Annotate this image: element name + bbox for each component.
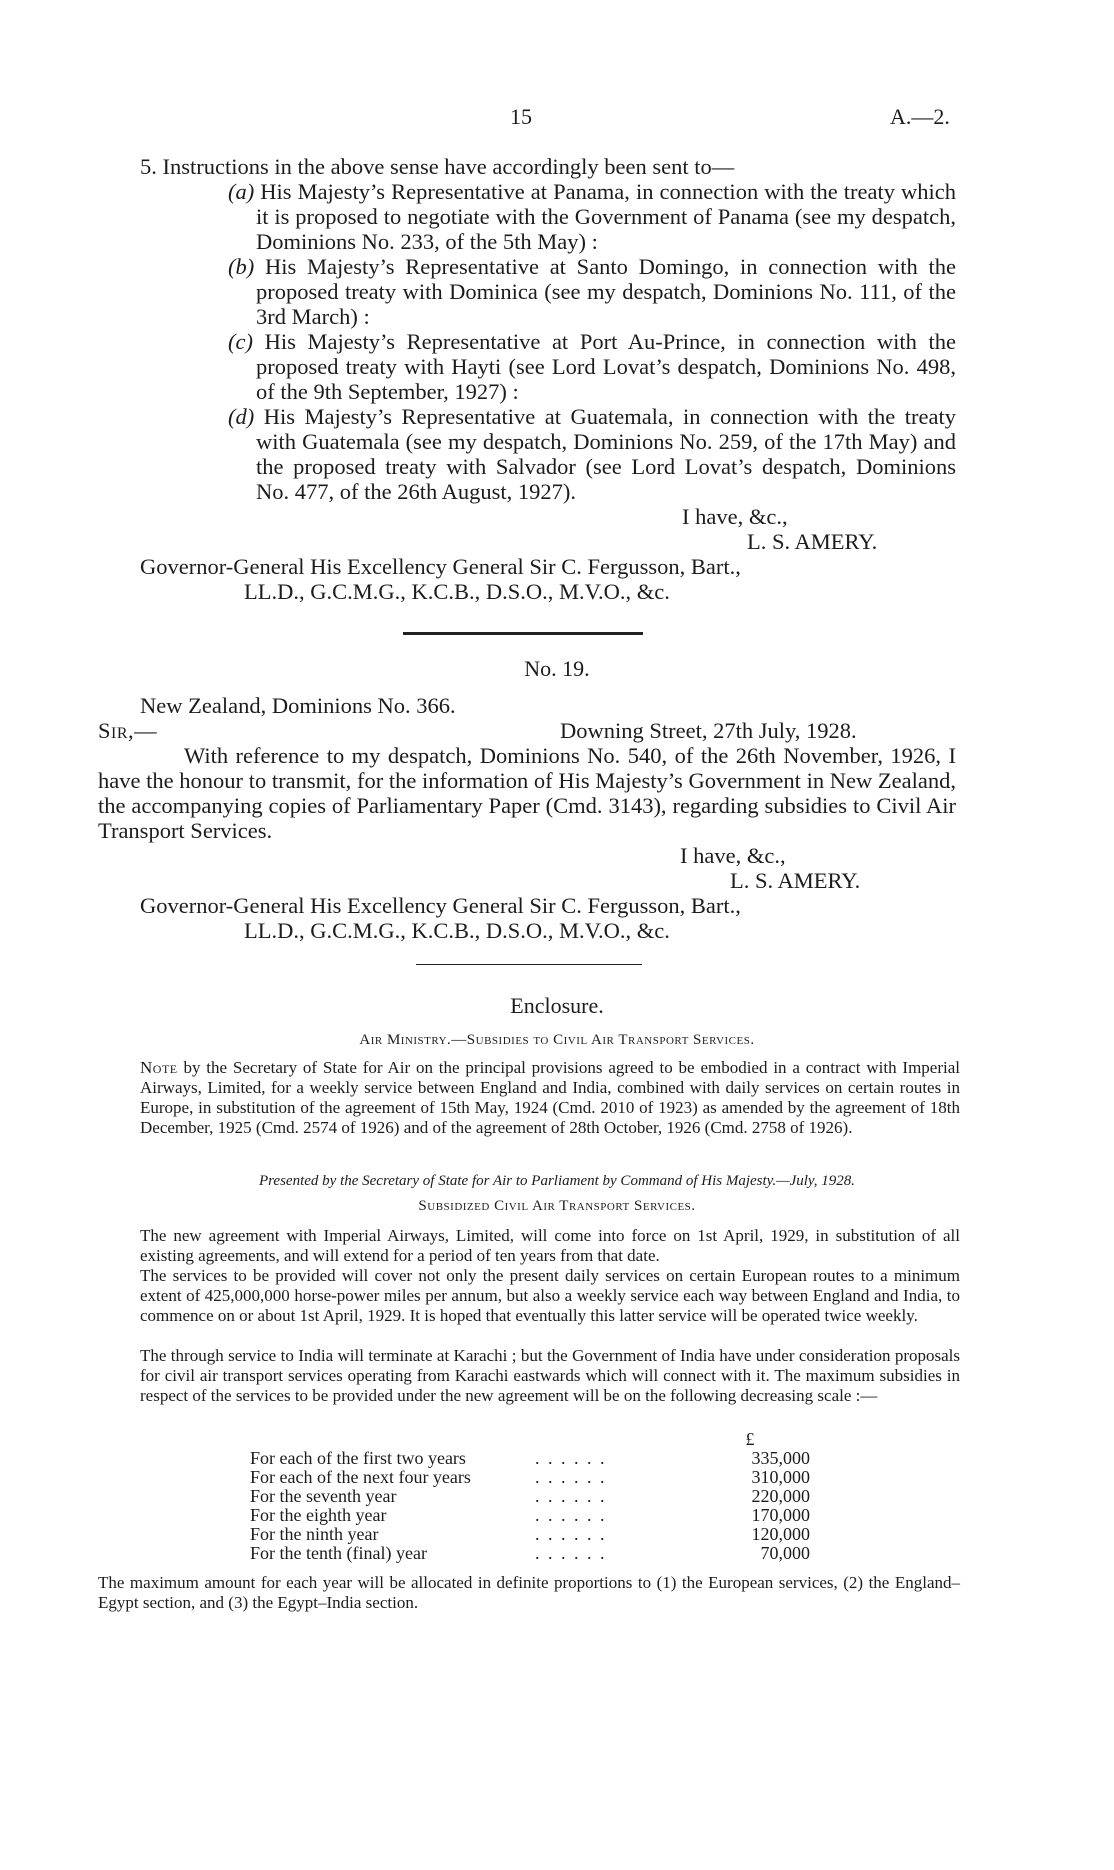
schedule-leader: . . . . . . [535,1448,607,1468]
enclosure-paragraph-1 [140,1226,960,1266]
table-row [250,1544,810,1563]
schedule-label: For the seventh year [250,1486,397,1506]
paragraph-5-intro: 5. Instructions in the above sense have accordingly been sent to— [140,154,735,179]
letter-reference: New Zealand, Dominions No. 366. [140,693,456,718]
signature: L. S. AMERY. [730,868,861,893]
note-body: by the Secretary of State for Air on the principal provisions agreed to be embodied in a contract with Imperial Airways, Limited, for a weekly service between England and India, combined with daily services on certain routes in Europe, in substitution of the agreement of 15th May, 1924 (Cmd. 2010 of 1923) as amended by the agreement of 18th December, 1925 (Cmd. 2574 of 1926) and of the agreement of 28th October, 1926 (Cmd. 2758 of 1926). [140,1058,960,1137]
schedule-leader: . . . . . . [535,1524,607,1544]
schedule-amount: 310,000 [751,1467,810,1487]
signature: L. S. AMERY. [747,529,878,554]
table-row [250,1525,810,1544]
schedule-amount: 335,000 [751,1448,810,1468]
item-tag: (d) [228,404,255,429]
item-tag: (a) [228,179,255,204]
table-row [250,1487,810,1506]
schedule-label: For each of the first two years [250,1448,466,1468]
schedule-leader: . . . . . . [535,1543,607,1563]
schedule-leader: . . . . . . [535,1505,607,1525]
closing: I have, &c., [680,843,786,868]
currency-symbol: £ [745,1429,755,1449]
addressee-line-2: LL.D., G.C.M.G., K.C.B., D.S.O., M.V.O., &c. [244,918,670,943]
schedule-amount: 120,000 [751,1524,810,1544]
presented-line: Presented by the Secretary of State for Air to Parliament by Command of His Majesty.—July, 1928. [258,1173,856,1189]
enclosure-paragraph-2 [140,1266,960,1326]
schedule-label: For the eighth year [250,1505,387,1525]
letter-number-heading: No. 19. [524,656,590,681]
subsidy-schedule [250,1430,810,1563]
item-text: His Majesty’s Representative at Guatemala, in connection with the treaty with Guatemala (see my despatch, Dominions No. 259, of the 17th May) and the proposed treaty with Salvador (see Lord Lovat’s despatch, Dominions No. 477, of the 26th August, 1927). [256,404,956,504]
letter-body: With reference to my despatch, Dominions No. 540, of the 26th November, 1926, I have the honour to transmit, for the information of His Majesty’s Government in New Zealand, the accompanying copies of Parliamentary Paper (Cmd. 3143), regarding subsidies to Civil Air Transport Services. [98,743,956,843]
paragraph-text: The services to be provided will cover not only the present daily services on certain European routes to a minimum extent of 425,000,000 horse-power miles per annum, but also a weekly service each way between England and India, to commence on or about 1st April, 1929. It is hoped that eventually this latter service will be operated twice weekly. [140,1266,960,1325]
section-divider [416,964,642,965]
addressee-line-1: Governor-General His Excellency General Sir C. Fergusson, Bart., [140,554,741,579]
note-paragraph [140,1058,960,1138]
schedule-leader: . . . . . . [535,1467,607,1487]
list-item [186,179,956,254]
enclosure-heading: Enclosure. [510,993,604,1018]
paragraph-text: The new agreement with Imperial Airways, Limited, will come into force on 1st April, 1929, in substitution of all existing agreements, and will extend for a period of ten years from that date. [140,1226,960,1265]
subsidized-heading: Subsidized Civil Air Transport Services. [418,1198,696,1214]
schedule-amount: 170,000 [751,1505,810,1525]
paragraph-text: The through service to India will terminate at Karachi ; but the Government of India have under consideration proposals for civil air transport services operating from Karachi eastwards which will connect with it. The maximum subsidies in respect of the services to be provided under the new agreement will be on the following decreasing scale :— [140,1346,960,1405]
document-code: A.—2. [890,104,950,129]
schedule-amount: 70,000 [760,1543,810,1563]
table-row [250,1506,810,1525]
schedule-currency-row [250,1430,810,1449]
note-lead: Note [140,1058,178,1077]
addressee-line-2: LL.D., G.C.M.G., K.C.B., D.S.O., M.V.O., &c. [244,579,670,604]
salutation: Sir,— [98,718,158,743]
schedule-label: For the ninth year [250,1524,379,1544]
paragraph-text: The maximum amount for each year will be allocated in definite proportions to (1) the European services, (2) the England–Egypt section, and (3) the Egypt–India section. [98,1573,960,1612]
enclosure-final-paragraph [98,1573,960,1613]
schedule-leader: . . . . . . [535,1486,607,1506]
list-item [186,404,956,504]
item-text: His Majesty’s Representative at Panama, in connection with the treaty which it is proposed to negotiate with the Government of Panama (see my despatch, Dominions No. 233, of the 5th May) : [256,179,956,254]
enclosure-subheading: Air Ministry.—Subsidies to Civil Air Transport Services. [359,1032,755,1048]
item-text: His Majesty’s Representative at Santo Domingo, in connection with the proposed treaty with Dominica (see my despatch, Dominions No. 111, of the 3rd March) : [256,254,956,329]
section-divider [403,632,643,635]
schedule-amount: 220,000 [751,1486,810,1506]
schedule-label: For each of the next four years [250,1467,471,1487]
item-tag: (b) [228,254,255,279]
item-text: His Majesty’s Representative at Port Au-Prince, in connection with the proposed treaty with Hayti (see Lord Lovat’s despatch, Dominions No. 498, of the 9th September, 1927) : [256,329,957,404]
enclosure-paragraph-3 [140,1346,960,1406]
page-number: 15 [510,104,532,129]
schedule-label: For the tenth (final) year [250,1543,427,1563]
list-item [186,329,956,404]
list-item [186,254,956,329]
closing: I have, &c., [682,504,788,529]
place-date: Downing Street, 27th July, 1928. [560,718,857,743]
item-tag: (c) [228,329,253,354]
table-row [250,1468,810,1487]
addressee-line-1: Governor-General His Excellency General Sir C. Fergusson, Bart., [140,893,741,918]
table-row [250,1449,810,1468]
